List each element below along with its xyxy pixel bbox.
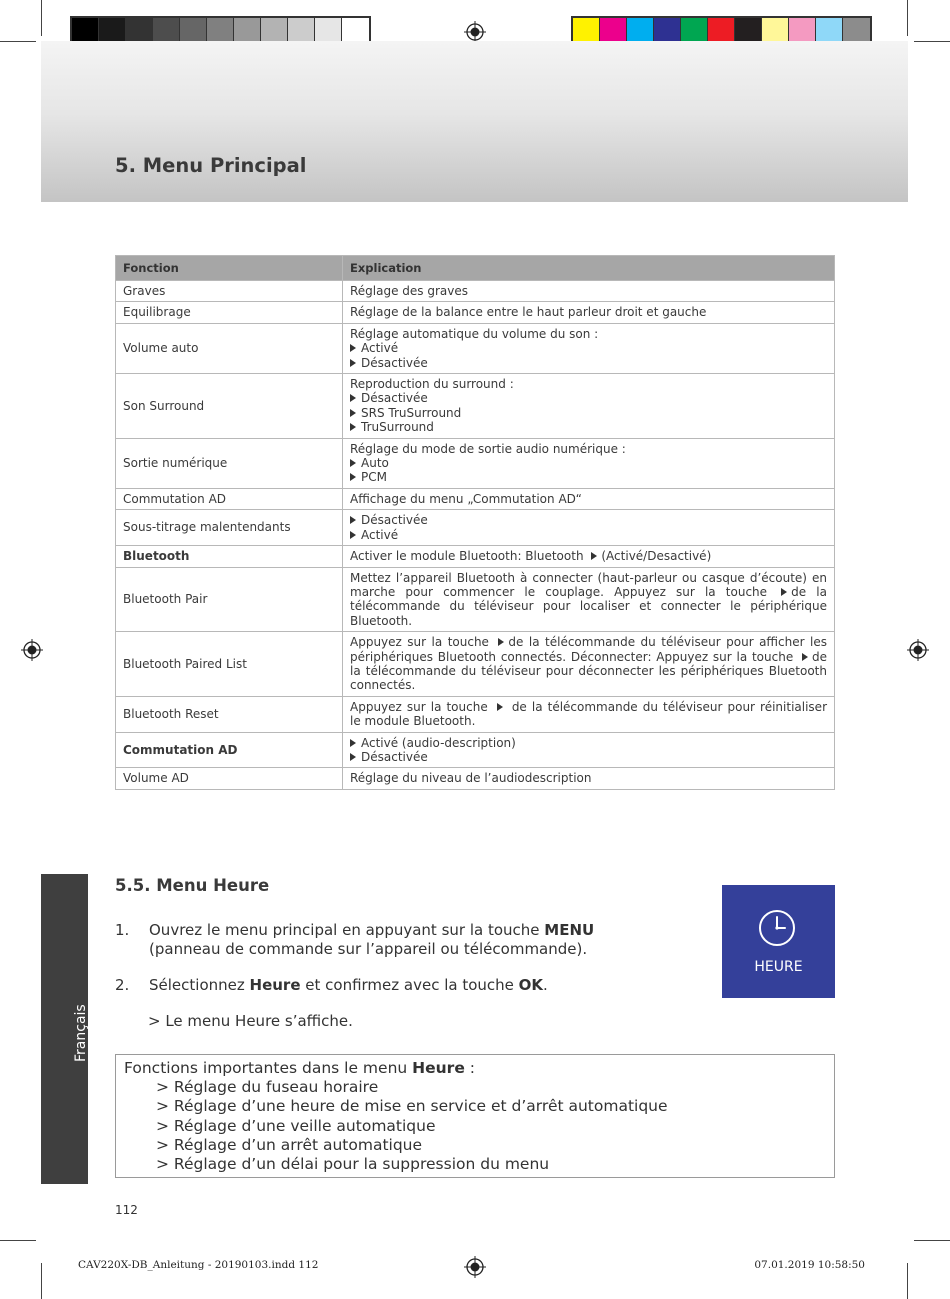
header-band: [41, 41, 908, 202]
function-cell: Son Surround: [116, 374, 343, 439]
table-row: [116, 768, 835, 789]
triangle-bullet-icon: [497, 703, 503, 711]
crop-mark: [914, 1240, 950, 1241]
heure-menu-tile: [722, 885, 835, 998]
table-row: [116, 302, 835, 323]
table-row: [116, 696, 835, 732]
table-row: [116, 632, 835, 697]
triangle-bullet-icon: [350, 473, 356, 481]
cell-text: Mettez l’appareil Bluetooth à connecter (haut-parleur ou casque d’écoute) en marche pour commencer le couplage. Appuyez sur la touche: [350, 570, 827, 599]
explanation-line: [350, 356, 827, 370]
explanation-line: [350, 492, 827, 506]
function-cell: Bluetooth Pair: [116, 567, 343, 632]
column-header-explication: Explication: [343, 256, 835, 281]
language-label: Français: [73, 1004, 89, 1062]
info-box-intro: Fonctions importantes dans le menu Heure :: [124, 1059, 475, 1077]
cell-text: Appuyez sur la touche: [350, 699, 493, 714]
list-item: > Réglage d’un délai pour la suppression du menu: [156, 1155, 550, 1174]
page-number: 112: [115, 1203, 138, 1217]
cell-text: Désactivée: [361, 513, 428, 528]
function-cell: Volume AD: [116, 768, 343, 789]
explanation-cell: [343, 768, 835, 789]
triangle-bullet-icon: [350, 516, 356, 524]
list-item: > Réglage du fuseau horaire: [156, 1078, 379, 1097]
cell-text: Réglage du mode de sortie audio numérique :: [350, 441, 626, 456]
slug-timestamp: 07.01.2019 10:58:50: [754, 1259, 865, 1271]
cell-text: TruSurround: [361, 420, 434, 435]
triangle-bullet-icon: [350, 739, 356, 747]
heure-tile-label: HEURE: [754, 959, 803, 975]
cell-text: Réglage des graves: [350, 284, 469, 298]
function-table: [115, 255, 835, 790]
table-row: [116, 567, 835, 632]
crop-mark: [914, 41, 950, 42]
explanation-cell: [343, 374, 835, 439]
function-cell: Bluetooth Paired List: [116, 632, 343, 697]
step-text: Ouvrez le menu principal en appuyant sur la touche MENU: [149, 921, 595, 939]
explanation-line: [350, 470, 827, 484]
crop-mark: [41, 1263, 42, 1299]
registration-mark-icon: [907, 639, 929, 661]
step-number: 2.: [115, 976, 130, 994]
explanation-cell: [343, 302, 835, 323]
cell-text: Activé: [361, 341, 399, 356]
section-title: 5. Menu Principal: [115, 154, 307, 177]
table-header-row: [116, 256, 835, 281]
explanation-line: [350, 549, 827, 563]
crop-mark: [41, 0, 42, 36]
explanation-line: [350, 284, 827, 298]
cell-text: SRS TruSurround: [361, 405, 462, 420]
cell-text: Réglage automatique du volume du son :: [350, 326, 599, 341]
table-row: [116, 281, 835, 302]
triangle-bullet-icon: [781, 588, 787, 596]
step-text: Sélectionnez Heure et confirmez avec la touche OK.: [149, 976, 548, 994]
cell-text: Affichage du menu „Commutation AD“: [350, 491, 582, 506]
table-row: [116, 438, 835, 488]
step-text: (panneau de commande sur l’appareil ou télécommande).: [149, 940, 588, 958]
cell-text: Reproduction du surround :: [350, 377, 514, 392]
triangle-bullet-icon: [802, 653, 808, 661]
registration-mark-icon: [21, 639, 43, 661]
cell-text: de la télécommande du téléviseur pour réinitialiser le module Bluetooth.: [350, 699, 827, 729]
cell-text: de la télécommande du téléviseur pour afficher les périphériques Bluetooth connectés. Déconnecter: Appuyez sur la touche: [350, 635, 827, 664]
step-result: > Le menu Heure s’affiche.: [148, 1012, 353, 1030]
important-functions-box: [115, 1054, 835, 1178]
function-cell: Commutation AD: [116, 732, 343, 768]
triangle-bullet-icon: [350, 423, 356, 431]
explanation-line: [350, 442, 827, 456]
cell-text: de la télécommande du téléviseur pour déconnecter les périphériques Bluetooth connectés.: [350, 649, 827, 693]
function-cell: Equilibrage: [116, 302, 343, 323]
crop-mark: [907, 0, 908, 36]
explanation-cell: [343, 488, 835, 509]
triangle-bullet-icon: [591, 552, 597, 560]
explanation-line: [350, 456, 827, 470]
explanation-cell: [343, 696, 835, 732]
table-row: [116, 374, 835, 439]
crop-mark: [0, 41, 36, 42]
explanation-cell: [343, 732, 835, 768]
table-row: [116, 732, 835, 768]
explanation-line: [350, 420, 827, 434]
list-item: > Réglage d’une veille automatique: [156, 1116, 436, 1135]
function-cell: Sous-titrage malentendants: [116, 510, 343, 546]
cell-text: Désactivée: [361, 749, 428, 764]
function-cell: Sortie numérique: [116, 438, 343, 488]
cell-text: Activé (audio-description): [361, 735, 516, 750]
explanation-line: [350, 391, 827, 405]
step-number: 1.: [115, 921, 130, 939]
list-item: > Réglage d’une heure de mise en service et d’arrêt automatique: [156, 1097, 668, 1116]
registration-mark-icon: [464, 21, 486, 43]
explanation-line: [350, 750, 827, 764]
triangle-bullet-icon: [498, 638, 504, 646]
crop-mark: [0, 1240, 36, 1241]
explanation-line: [350, 513, 827, 527]
explanation-line: [350, 771, 827, 785]
function-cell: Graves: [116, 281, 343, 302]
cell-text: Réglage de la balance entre le haut parleur droit et gauche: [350, 305, 707, 320]
registration-mark-icon: [464, 1256, 486, 1278]
cell-text: Appuyez sur la touche: [350, 635, 495, 650]
slug-file-info: CAV220X-DB_Anleitung - 20190103.indd 112: [78, 1259, 319, 1271]
cell-text: Réglage du niveau de l’audiodescription: [350, 771, 592, 786]
explanation-cell: [343, 281, 835, 302]
explanation-cell: [343, 510, 835, 546]
cell-text: Désactivée: [361, 355, 428, 370]
triangle-bullet-icon: [350, 531, 356, 539]
function-cell: Volume auto: [116, 323, 343, 373]
triangle-bullet-icon: [350, 459, 356, 467]
table-row: [116, 510, 835, 546]
function-cell: Bluetooth Reset: [116, 696, 343, 732]
cell-text: Activé: [361, 527, 399, 542]
triangle-bullet-icon: [350, 394, 356, 402]
cell-text: PCM: [361, 470, 387, 485]
explanation-cell: [343, 546, 835, 567]
explanation-line: [350, 327, 827, 341]
explanation-line: [350, 377, 827, 391]
explanation-cell: [343, 438, 835, 488]
triangle-bullet-icon: [350, 359, 356, 367]
explanation-line: [350, 406, 827, 420]
triangle-bullet-icon: [350, 344, 356, 352]
table-row: [116, 323, 835, 373]
explanation-cell: [343, 567, 835, 632]
function-cell: Commutation AD: [116, 488, 343, 509]
explanation-line: [350, 341, 827, 355]
clock-icon: [758, 909, 796, 947]
explanation-line: [350, 528, 827, 542]
explanation-line: [350, 736, 827, 750]
triangle-bullet-icon: [350, 753, 356, 761]
column-header-fonction: Fonction: [116, 256, 343, 281]
cell-text: Activer le module Bluetooth: Bluetooth: [350, 549, 588, 564]
table-row: [116, 546, 835, 567]
triangle-bullet-icon: [350, 409, 356, 417]
explanation-cell: [343, 632, 835, 697]
cell-text: Auto: [361, 456, 389, 471]
cell-text: de la télécommande du téléviseur pour localiser et connecter le périphérique Bluetooth.: [350, 584, 827, 628]
cell-text: (Activé/Desactivé): [601, 549, 712, 564]
list-item: > Réglage d’un arrêt automatique: [156, 1135, 423, 1154]
explanation-cell: [343, 323, 835, 373]
function-cell: Bluetooth: [116, 546, 343, 567]
cell-text: Désactivée: [361, 391, 428, 406]
subsection-title: 5.5. Menu Heure: [115, 876, 270, 895]
table-row: [116, 488, 835, 509]
explanation-line: [350, 305, 827, 319]
crop-mark: [907, 1263, 908, 1299]
